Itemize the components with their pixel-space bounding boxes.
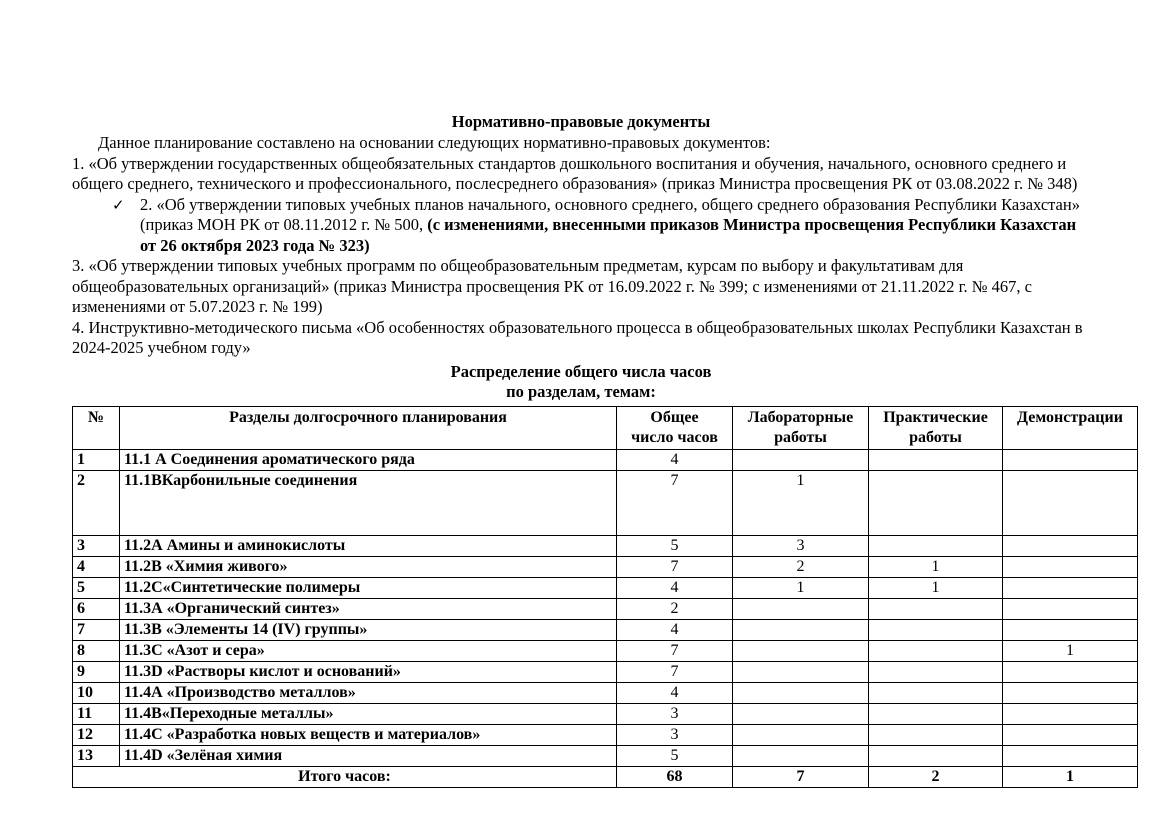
table-header-row <box>73 406 1138 449</box>
row-lab-works <box>733 598 869 619</box>
row-number: 12 <box>73 724 120 745</box>
row-demonstrations <box>1003 449 1138 470</box>
table-body <box>73 449 1138 766</box>
row-practical-works <box>869 619 1003 640</box>
row-number: 1 <box>73 449 120 470</box>
row-practical-works <box>869 703 1003 724</box>
row-lab-works <box>733 619 869 640</box>
table-row <box>73 556 1138 577</box>
row-practical-works <box>869 661 1003 682</box>
table-row <box>73 682 1138 703</box>
column-header-total-hours <box>617 406 733 449</box>
row-lab-works: 1 <box>733 577 869 598</box>
row-practical-works <box>869 535 1003 556</box>
row-practical-works <box>869 682 1003 703</box>
row-demonstrations <box>1003 661 1138 682</box>
table-caption-line-2: по разделам, темам: <box>506 382 656 401</box>
row-section-name: 11.1ВКарбонильные соединения <box>120 470 617 535</box>
row-section-name: 11.2С«Синтетические полимеры <box>120 577 617 598</box>
row-section-name: 11.4В«Переходные металлы» <box>120 703 617 724</box>
row-demonstrations <box>1003 724 1138 745</box>
row-section-name: 11.4С «Разработка новых веществ и материалов» <box>120 724 617 745</box>
totals-practical-works: 2 <box>869 766 1003 787</box>
table-row <box>73 640 1138 661</box>
row-lab-works: 3 <box>733 535 869 556</box>
table-row <box>73 598 1138 619</box>
column-header-section: Разделы долгосрочного планирования <box>120 406 617 449</box>
lead-paragraph: Данное планирование составлено на основании следующих нормативно-правовых документов: <box>98 133 771 152</box>
column-header-lab-works-line-2: работы <box>774 428 827 446</box>
row-lab-works <box>733 724 869 745</box>
row-lab-works <box>733 640 869 661</box>
row-demonstrations <box>1003 556 1138 577</box>
table-row <box>73 703 1138 724</box>
row-demonstrations <box>1003 703 1138 724</box>
row-demonstrations <box>1003 682 1138 703</box>
table-header <box>73 406 1138 449</box>
row-total-hours: 4 <box>617 682 733 703</box>
row-total-hours: 4 <box>617 619 733 640</box>
table-row <box>73 619 1138 640</box>
row-total-hours: 5 <box>617 535 733 556</box>
column-header-total-hours-line-1: Общее <box>650 408 699 426</box>
row-number: 13 <box>73 745 120 766</box>
totals-lab-works: 7 <box>733 766 869 787</box>
row-demonstrations <box>1003 619 1138 640</box>
row-section-name: 11.3С «Азот и сера» <box>120 640 617 661</box>
row-lab-works <box>733 745 869 766</box>
row-lab-works: 1 <box>733 470 869 535</box>
column-header-practical-works-line-2: работы <box>909 428 962 446</box>
table-row <box>73 577 1138 598</box>
row-total-hours: 7 <box>617 470 733 535</box>
row-number: 8 <box>73 640 120 661</box>
table-row <box>73 470 1138 535</box>
row-practical-works <box>869 470 1003 535</box>
totals-demonstrations: 1 <box>1003 766 1138 787</box>
row-section-name: 11.3А «Органический синтез» <box>120 598 617 619</box>
totals-total-hours: 68 <box>617 766 733 787</box>
table-row <box>73 661 1138 682</box>
row-total-hours: 7 <box>617 661 733 682</box>
row-number: 3 <box>73 535 120 556</box>
row-section-name: 11.2В «Химия живого» <box>120 556 617 577</box>
row-number: 11 <box>73 703 120 724</box>
row-practical-works: 1 <box>869 556 1003 577</box>
row-practical-works <box>869 640 1003 661</box>
document-item-3: 3. «Об утверждении типовых учебных программ по общеобразовательным предметам, курсам по выбору и факультативам для общеобразовательных организаций» (приказ Министра просвещения РК от 16.09.2022 г. № 399; с изменениями от 21.11.2022 г. № 467, с изменениями от 5.07.2023 г. № 199) <box>72 256 1032 316</box>
totals-row <box>73 766 1138 787</box>
table-row <box>73 745 1138 766</box>
document-item-1: 1. «Об утверждении государственных общеобязательных стандартов дошкольного воспитания и обучения, начального, основного среднего и общего среднего, технического и профессионального, послесреднего образования» (приказ Министра просвещения РК от 03.08.2022 г. № 348) <box>72 153 1078 193</box>
document-item-4: 4. Инструктивно-методического письма «Об особенностях образовательного процесса в общеобразовательных школах Республики Казахстан в 2024-2025 учебном году» <box>72 317 1083 357</box>
column-header-lab-works <box>733 406 869 449</box>
row-total-hours: 2 <box>617 598 733 619</box>
hours-distribution-table <box>72 406 1138 788</box>
row-practical-works: 1 <box>869 577 1003 598</box>
row-total-hours: 5 <box>617 745 733 766</box>
row-total-hours: 3 <box>617 724 733 745</box>
row-section-name: 11.4D «Зелёная химия <box>120 745 617 766</box>
row-section-name: 11.1 А Соединения ароматического ряда <box>120 449 617 470</box>
row-demonstrations <box>1003 470 1138 535</box>
document-item-2 <box>72 195 1090 257</box>
table-caption-line-1: Распределение общего числа часов <box>450 361 712 381</box>
row-number: 9 <box>73 661 120 682</box>
row-section-name: 11.3D «Растворы кислот и оснований» <box>120 661 617 682</box>
row-demonstrations: 1 <box>1003 640 1138 661</box>
column-header-demonstrations: Демонстрации <box>1003 406 1138 449</box>
check-mark-icon: ✓ <box>112 195 125 214</box>
row-total-hours: 4 <box>617 577 733 598</box>
row-demonstrations <box>1003 535 1138 556</box>
row-number: 10 <box>73 682 120 703</box>
table-row <box>73 724 1138 745</box>
column-header-total-hours-line-2: число часов <box>631 428 718 446</box>
document-item-2-text: 2. «Об утверждении типовых учебных планов начального, основного среднего, общего среднего образования Республики Казахстан» (приказ МОН РК от 08.11.2012 г. № 500, <box>140 194 1080 234</box>
table-row <box>73 535 1138 556</box>
row-demonstrations <box>1003 745 1138 766</box>
row-number: 5 <box>73 577 120 598</box>
row-total-hours: 7 <box>617 556 733 577</box>
row-practical-works <box>869 745 1003 766</box>
table-footer <box>73 766 1138 787</box>
row-lab-works <box>733 449 869 470</box>
totals-label: Итого часов: <box>73 766 617 787</box>
row-number: 7 <box>73 619 120 640</box>
row-number: 6 <box>73 598 120 619</box>
column-header-no: № <box>73 406 120 449</box>
row-section-name: 11.3В «Элементы 14 (IV) группы» <box>120 619 617 640</box>
row-practical-works <box>869 724 1003 745</box>
row-lab-works <box>733 703 869 724</box>
table-caption <box>72 362 1090 403</box>
row-total-hours: 7 <box>617 640 733 661</box>
row-lab-works <box>733 682 869 703</box>
column-header-lab-works-line-1: Лабораторные <box>747 408 854 426</box>
row-total-hours: 3 <box>617 703 733 724</box>
document-item-2-bold: (с изменениями, внесенными приказов Министра просвещения Республики Казахстан от 26 октября 2023 года № 323) <box>140 215 1077 255</box>
column-header-practical-works-line-1: Практические <box>883 408 988 426</box>
row-lab-works <box>733 661 869 682</box>
row-demonstrations <box>1003 598 1138 619</box>
row-number: 4 <box>73 556 120 577</box>
row-lab-works: 2 <box>733 556 869 577</box>
page-title: Нормативно-правовые документы <box>451 112 711 131</box>
row-practical-works <box>869 598 1003 619</box>
row-demonstrations <box>1003 577 1138 598</box>
table-row <box>73 449 1138 470</box>
row-number: 2 <box>73 470 120 535</box>
row-section-name: 11.2А Амины и аминокислоты <box>120 535 617 556</box>
row-practical-works <box>869 449 1003 470</box>
row-total-hours: 4 <box>617 449 733 470</box>
column-header-practical-works <box>869 406 1003 449</box>
row-section-name: 11.4А «Производство металлов» <box>120 682 617 703</box>
